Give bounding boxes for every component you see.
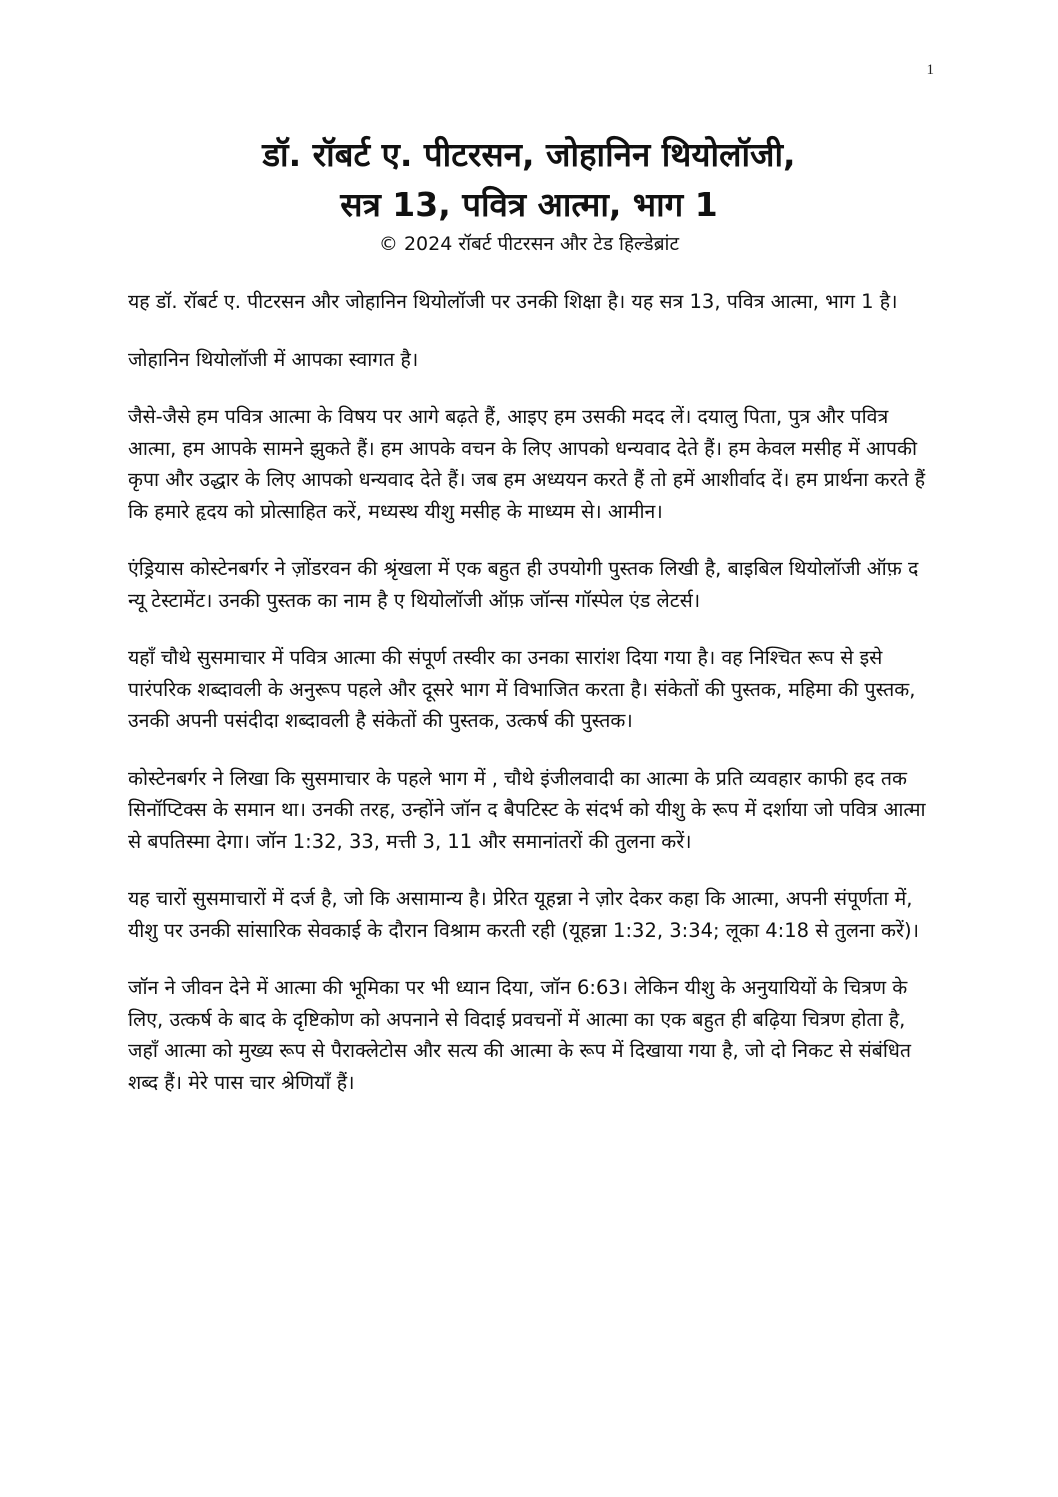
paragraph-welcome: जोहानिन थियोलॉजी में आपका स्वागत है। (128, 347, 419, 371)
title-line-2: सत्र 13, पवित्र आत्मा, भाग 1 (340, 185, 718, 224)
paragraph-summary: यहाँ चौथे सुसमाचार में पवित्र आत्मा की संपूर्ण तस्वीर का उनका सारांश दिया गया है। वह निश्चित रूप से इसे पारंपरिक शब्दावली के अनुरूप पहले और दूसरे भाग में विभाजित करता है। संकेतों की पुस्तक, महिमा की पुस्तक, उनकी अपनी पसंदीदा शब्दावली है संकेतों की पुस्तक, उत्कर्ष की पुस्तक। (128, 646, 916, 732)
document-header (100, 130, 958, 258)
title-line-1: डॉ. रॉबर्ट ए. पीटरसन, जोहानिन थियोलॉजी, (262, 135, 796, 174)
copyright-line: © 2024 रॉबर्ट पीटरसन और टेड हिल्डेब्रांट (378, 233, 680, 255)
page-number: 1 (926, 62, 934, 78)
paragraph-farewell-discourse: जॉन ने जीवन देने में आत्मा की भूमिका पर भी ध्यान दिया, जॉन 6:63। लेकिन यीशु के अनुयायियों के चित्रण के लिए, उत्कर्ष के बाद के दृष्टिकोण को अपनाने से विदाई प्रवचनों में आत्मा का एक बहुत ही बढ़िया चित्रण होता है, जहाँ आत्मा को मुख्य रूप से पैराक्लेटोस और सत्य की आत्मा के रूप में दिखाया गया है, जो दो निकट से संबंधित शब्द हैं। मेरे पास चार श्रेणियाँ हैं। (128, 976, 911, 1094)
paragraph-intro: यह डॉ. रॉबर्ट ए. पीटरसन और जोहानिन थियोलॉजी पर उनकी शिक्षा है। यह सत्र 13, पवित्र आत्मा, भाग 1 है। (128, 290, 898, 313)
paragraph-kostenberger-book: एंड्रियास कोस्टेनबर्गर ने ज़ोंडरवन की श्रृंखला में एक बहुत ही उपयोगी पुस्तक लिखी है, बाइबिल थियोलॉजी ऑफ़ द न्यू टेस्टामेंट। उनकी पुस्तक का नाम है ए थियोलॉजी ऑफ़ जॉन्स गॉस्पेल एंड लेटर्स। (128, 557, 919, 612)
paragraph-four-gospels: यह चारों सुसमाचारों में दर्ज है, जो कि असामान्य है। प्रेरित यूहन्ना ने ज़ोर देकर कहा कि आत्मा, अपनी संपूर्णता में, यीशु पर उनकी सांसारिक सेवकाई के दौरान विश्राम करती रही (यूहन्ना 1:32, 3:34; लूका 4:18 से तुलना करें)। (128, 887, 919, 942)
document-body (128, 286, 940, 1124)
paragraph-first-half: कोस्टेनबर्गर ने लिखा कि सुसमाचार के पहले भाग में , चौथे इंजीलवादी का आत्मा के प्रति व्यवहार काफी हद तक सिनॉप्टिक्स के समान था। उनकी तरह, उन्होंने जॉन द बैपटिस्ट के संदर्भ को यीशु के रूप में दर्शाया जो पवित्र आत्मा से बपतिस्मा देगा। जॉन 1:32, 33, मत्ती 3, 11 और समानांतरों की तुलना करें। (128, 766, 926, 853)
paragraph-prayer: जैसे-जैसे हम पवित्र आत्मा के विषय पर आगे बढ़ते हैं, आइए हम उसकी मदद लें। दयालु पिता, पुत्र और पवित्र आत्मा, हम आपके सामने झुकते हैं। हम आपके वचन के लिए आपको धन्यवाद देते हैं। हम केवल मसीह में आपकी कृपा और उद्धार के लिए आपको धन्यवाद देते हैं। जब हम अध्ययन करते हैं तो हमें आशीर्वाद दें। हम प्रार्थना करते हैं कि हमारे हृदय को प्रोत्साहित करें, मध्यस्थ यीशु मसीह के माध्यम से। आमीन। (128, 405, 926, 523)
